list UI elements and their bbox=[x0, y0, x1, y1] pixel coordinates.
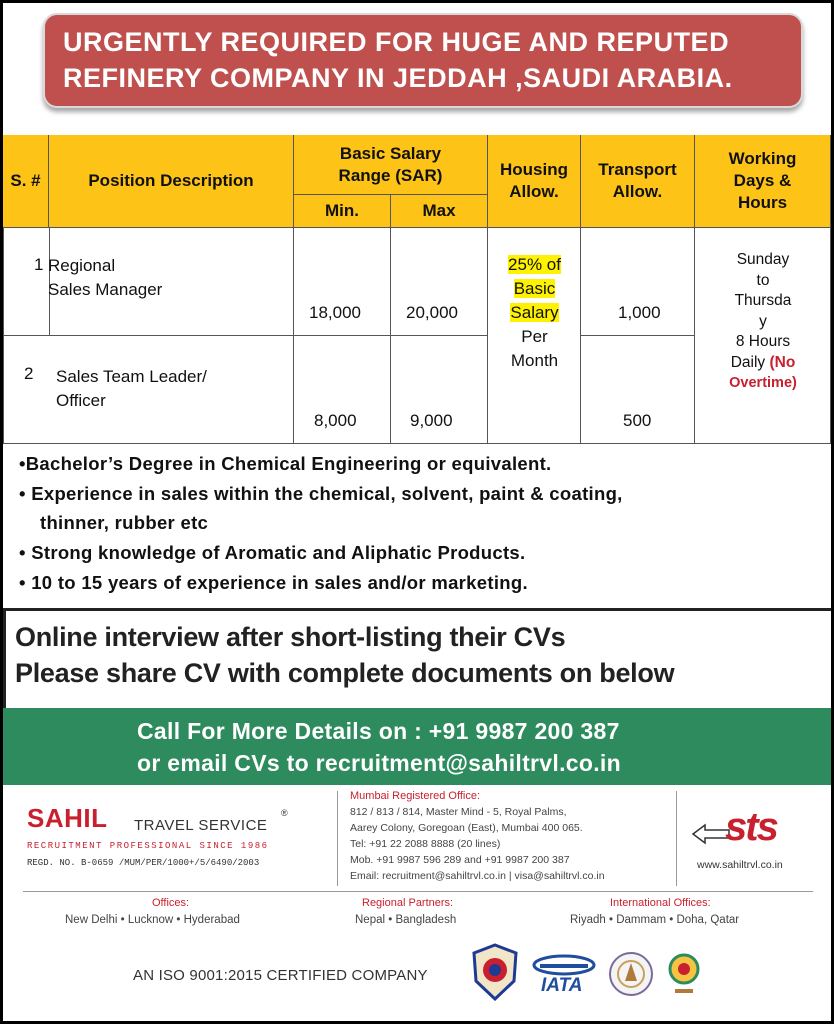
regional-title: Regional Partners: bbox=[362, 897, 454, 909]
travel-service-text: TRAVEL SERVICE bbox=[134, 817, 268, 834]
divider-v2 bbox=[676, 791, 677, 886]
header-salary: Basic Salary Range (SAR) bbox=[294, 135, 488, 195]
contact-band bbox=[3, 708, 831, 785]
header-min: Min. bbox=[294, 195, 391, 228]
iata-text: IATA bbox=[541, 975, 583, 996]
mobile: Mob. +91 9987 596 289 and +91 9987 200 387 bbox=[350, 854, 570, 866]
interview-line-1: Online interview after short-listing their CVs bbox=[15, 622, 566, 652]
row1-sno-cell bbox=[3, 228, 49, 336]
housing-allowance-text bbox=[488, 253, 581, 373]
row1-sno: 1 bbox=[34, 255, 44, 274]
row1-transport: 1,000 bbox=[618, 303, 661, 322]
housing-per: Per bbox=[521, 327, 548, 346]
headline-line-2: REFINERY COMPANY IN JEDDAH ,SAUDI ARABIA. bbox=[63, 63, 733, 93]
iso-certification: AN ISO 9001:2015 CERTIFIED COMPANY bbox=[133, 967, 428, 984]
headline-banner bbox=[43, 13, 803, 108]
website: www.sahiltrvl.co.in bbox=[697, 859, 783, 871]
housing-month: Month bbox=[510, 351, 559, 370]
interview-line-2: Please share CV with complete documents on below bbox=[15, 658, 675, 688]
housing-highlight-3: Salary bbox=[510, 303, 559, 322]
address-line-1: 812 / 813 / 814, Master Mind - 5, Royal Palms, bbox=[350, 806, 567, 818]
header-position: Position Description bbox=[49, 135, 294, 228]
mumbai-office-title: Mumbai Registered Office: bbox=[350, 790, 481, 802]
sahil-logo: SAHIL bbox=[27, 803, 108, 833]
bullet-knowledge: • Strong knowledge of Aromatic and Aliphatic Products. bbox=[19, 542, 526, 563]
header-transport: Transport Allow. bbox=[581, 135, 695, 228]
contact-phone: Call For More Details on : +91 9987 200 387 bbox=[137, 718, 620, 744]
international-title: International Offices: bbox=[610, 897, 711, 909]
emblem-badge-icon bbox=[470, 943, 520, 1001]
row1-position-line1: Regional bbox=[48, 256, 116, 275]
row2-sno: 2 bbox=[24, 364, 34, 383]
working-hours-text: Sunday to Thursda y 8 Hours Daily (No Overtime) bbox=[729, 251, 797, 391]
header-max: Max bbox=[391, 195, 488, 228]
housing-highlight-2: Basic bbox=[513, 279, 556, 298]
sts-logo: sts bbox=[725, 805, 777, 849]
divider-v1 bbox=[337, 791, 338, 886]
state-emblem-icon bbox=[663, 951, 705, 999]
header-housing: Housing Allow. bbox=[488, 135, 581, 228]
bullet-experience: • Experience in sales within the chemical, solvent, paint & coating, bbox=[19, 483, 623, 504]
row2-min: 8,000 bbox=[314, 411, 357, 430]
row2-position-line2: Officer bbox=[56, 391, 106, 410]
header-working: Working Days & Hours bbox=[695, 135, 831, 228]
bullet-experience-cont: thinner, rubber etc bbox=[40, 512, 209, 533]
row1-min: 18,000 bbox=[309, 303, 361, 322]
row2-max: 9,000 bbox=[410, 411, 453, 430]
bullet-degree: •Bachelor’s Degree in Chemical Engineering or equivalent. bbox=[19, 453, 552, 474]
bullet-years: • 10 to 15 years of experience in sales and/or marketing. bbox=[19, 572, 528, 593]
government-seal-icon bbox=[608, 951, 654, 997]
address-line-2: Aarey Colony, Goregoan (East), Mumbai 400 065. bbox=[350, 822, 583, 834]
headline-line-1: URGENTLY REQUIRED FOR HUGE AND REPUTED bbox=[63, 27, 730, 57]
positions-table bbox=[3, 135, 831, 444]
divider-1 bbox=[3, 608, 831, 611]
housing-highlight-1: 25% of bbox=[508, 255, 561, 274]
row1-position-line2: Sales Manager bbox=[48, 280, 163, 299]
tagline: RECRUITMENT PROFESSIONAL SINCE 1986 bbox=[27, 841, 269, 851]
offices-title: Offices: bbox=[152, 897, 190, 909]
divider-left-bar bbox=[3, 608, 6, 708]
international-list: Riyadh • Dammam • Doha, Qatar bbox=[570, 914, 740, 926]
row1-max: 20,000 bbox=[406, 303, 458, 322]
regd-number: REGD. NO. B-0659 /MUM/PER/1000+/5/6490/2003 bbox=[27, 858, 260, 868]
contact-email: or email CVs to recruitment@sahiltrvl.co.in bbox=[137, 750, 621, 776]
row2-transport: 500 bbox=[623, 411, 652, 430]
job-advertisement bbox=[3, 3, 831, 1021]
no-overtime-red: (No bbox=[769, 353, 796, 371]
row2-sno-cell bbox=[3, 336, 49, 444]
offices-list: New Delhi • Lucknow • Hyderabad bbox=[65, 914, 240, 926]
regional-list: Nepal • Bangladesh bbox=[355, 914, 457, 926]
telephone: Tel: +91 22 2088 8888 (20 lines) bbox=[350, 838, 501, 850]
header-sno: S. # bbox=[3, 135, 49, 228]
email-address: Email: recruitment@sahiltrvl.co.in | visa@sahiltrvl.co.in bbox=[350, 870, 605, 882]
row2-position-line1: Sales Team Leader/ bbox=[56, 367, 207, 386]
registered-mark: ® bbox=[281, 808, 288, 818]
footer-divider bbox=[23, 891, 813, 892]
